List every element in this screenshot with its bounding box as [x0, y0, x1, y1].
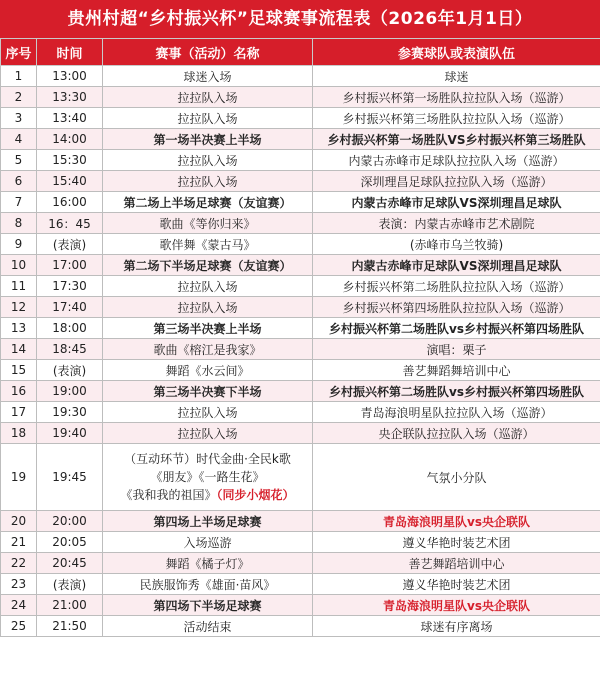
table-row	[1, 87, 600, 108]
row-seq: 15	[1, 360, 37, 381]
table-row	[1, 616, 600, 637]
row-team: 青岛海浪明星队拉拉队入场（巡游）	[313, 402, 600, 423]
row-seq: 13	[1, 318, 37, 339]
row-seq: 22	[1, 553, 37, 574]
row-team: 善艺舞蹈培训中心	[313, 553, 600, 574]
row-event: 拉拉队入场	[103, 87, 313, 108]
table-row	[1, 511, 600, 532]
row-time: (表演)	[37, 360, 103, 381]
row-time: 14:00	[37, 129, 103, 150]
row-event: 第一场半决赛上半场	[103, 129, 313, 150]
row-seq: 5	[1, 150, 37, 171]
row-time: 16:00	[37, 192, 103, 213]
row-seq: 24	[1, 595, 37, 616]
row-event: 活动结束	[103, 616, 313, 637]
table-row	[1, 150, 600, 171]
table-row	[1, 213, 600, 234]
row-seq: 1	[1, 66, 37, 87]
row-seq: 7	[1, 192, 37, 213]
row-event: 歌曲《等你归来》	[103, 213, 313, 234]
row-time: 15:40	[37, 171, 103, 192]
row-event: 拉拉队入场	[103, 297, 313, 318]
row-team: 深圳理昌足球队拉拉队入场（巡游）	[313, 171, 600, 192]
table-row	[1, 444, 600, 511]
row-team: 乡村振兴杯第二场胜队vs乡村振兴杯第四场胜队	[313, 381, 600, 402]
row-team: 乡村振兴杯第二场胜队拉拉队入场（巡游）	[313, 276, 600, 297]
row-event: 第二场下半场足球赛（友谊赛）	[103, 255, 313, 276]
table-row	[1, 297, 600, 318]
header-seq: 序号	[1, 39, 37, 66]
row-team: 内蒙古赤峰市足球队拉拉队入场（巡游）	[313, 150, 600, 171]
row-seq: 20	[1, 511, 37, 532]
row-time: 19:00	[37, 381, 103, 402]
row-event: 入场巡游	[103, 532, 313, 553]
table-row	[1, 553, 600, 574]
row-time: 17:00	[37, 255, 103, 276]
row-time: 20:00	[37, 511, 103, 532]
event-line: 《我和我的祖国》	[120, 488, 217, 502]
row-time: 19:30	[37, 402, 103, 423]
row-team: 表演：内蒙古赤峰市艺术剧院	[313, 213, 600, 234]
table-row	[1, 276, 600, 297]
row-time: 16：45	[37, 213, 103, 234]
table-row	[1, 171, 600, 192]
row-event: 球迷入场	[103, 66, 313, 87]
row-time: 20:45	[37, 553, 103, 574]
row-event: 拉拉队入场	[103, 276, 313, 297]
row-event: 歌伴舞《蒙古马》	[103, 234, 313, 255]
row-seq: 12	[1, 297, 37, 318]
row-event: 舞蹈《水云间》	[103, 360, 313, 381]
row-seq: 18	[1, 423, 37, 444]
schedule-table	[0, 38, 600, 637]
row-seq: 9	[1, 234, 37, 255]
table-row	[1, 381, 600, 402]
row-team: 青岛海浪明星队vs央企联队	[313, 595, 600, 616]
row-event: 舞蹈《橘子灯》	[103, 553, 313, 574]
table-row	[1, 129, 600, 150]
row-event: 第二场上半场足球赛（友谊赛）	[103, 192, 313, 213]
table-row	[1, 108, 600, 129]
table-row	[1, 339, 600, 360]
row-time: (表演)	[37, 574, 103, 595]
row-seq: 6	[1, 171, 37, 192]
row-team: 内蒙古赤峰市足球队VS深圳理昌足球队	[313, 255, 600, 276]
event-line: 《朋友》《一路生花》	[150, 470, 265, 484]
row-time: 20:05	[37, 532, 103, 553]
table-row	[1, 595, 600, 616]
row-time: 13:00	[37, 66, 103, 87]
row-time: 19:40	[37, 423, 103, 444]
row-event: 歌曲《榕江是我家》	[103, 339, 313, 360]
header-row	[1, 39, 600, 66]
row-event: 拉拉队入场	[103, 150, 313, 171]
row-seq: 4	[1, 129, 37, 150]
row-team: 气氛小分队	[313, 444, 600, 511]
row-team: 善艺舞蹈舞培训中心	[313, 360, 600, 381]
header-event: 赛事（活动）名称	[103, 39, 313, 66]
row-time: 13:40	[37, 108, 103, 129]
row-seq: 14	[1, 339, 37, 360]
row-team: 乡村振兴杯第四场胜队拉拉队入场（巡游）	[313, 297, 600, 318]
row-seq: 19	[1, 444, 37, 511]
row-seq: 8	[1, 213, 37, 234]
row-team: 乡村振兴杯第二场胜队vs乡村振兴杯第四场胜队	[313, 318, 600, 339]
header-team: 参赛球队或表演队伍	[313, 39, 600, 66]
row-seq: 11	[1, 276, 37, 297]
row-event: 第四场上半场足球赛	[103, 511, 313, 532]
event-line: （互动环节）时代金曲·全民k歌	[124, 452, 291, 466]
row-team: 球迷	[313, 66, 600, 87]
table-row	[1, 532, 600, 553]
table-row	[1, 402, 600, 423]
row-team: 遵义华艳时装艺术团	[313, 574, 600, 595]
row-team: 遵义华艳时装艺术团	[313, 532, 600, 553]
table-row	[1, 192, 600, 213]
row-event: 第三场半决赛上半场	[103, 318, 313, 339]
row-event: 拉拉队入场	[103, 402, 313, 423]
row-time: 19:45	[37, 444, 103, 511]
header-time: 时间	[37, 39, 103, 66]
row-seq: 17	[1, 402, 37, 423]
row-seq: 2	[1, 87, 37, 108]
row-time: 17:40	[37, 297, 103, 318]
row-seq: 3	[1, 108, 37, 129]
table-row	[1, 574, 600, 595]
table-row	[1, 360, 600, 381]
row-time: (表演)	[37, 234, 103, 255]
page-title: 贵州村超“乡村振兴杯”足球赛事流程表（2026年1月1日）	[0, 0, 600, 38]
row-event: 拉拉队入场	[103, 423, 313, 444]
row-event: 民族服饰秀《雄面·苗风》	[103, 574, 313, 595]
row-time: 18:00	[37, 318, 103, 339]
row-event: 第四场下半场足球赛	[103, 595, 313, 616]
row-seq: 21	[1, 532, 37, 553]
row-team: 乡村振兴杯第一场胜队VS乡村振兴杯第三场胜队	[313, 129, 600, 150]
table-row	[1, 423, 600, 444]
row-event: 拉拉队入场	[103, 171, 313, 192]
row-time: 21:50	[37, 616, 103, 637]
row-team: 乡村振兴杯第三场胜队拉拉队入场（巡游）	[313, 108, 600, 129]
row-event: 第三场半决赛下半场	[103, 381, 313, 402]
row-time: 13:30	[37, 87, 103, 108]
row-time: 17:30	[37, 276, 103, 297]
row-time: 21:00	[37, 595, 103, 616]
row-team: 青岛海浪明星队vs央企联队	[313, 511, 600, 532]
row-team: 乡村振兴杯第一场胜队拉拉队入场（巡游）	[313, 87, 600, 108]
table-body	[1, 66, 600, 637]
row-time: 15:30	[37, 150, 103, 171]
event-highlight: （同步小烟花）	[216, 488, 295, 502]
row-event	[103, 444, 313, 511]
row-seq: 25	[1, 616, 37, 637]
table-row	[1, 66, 600, 87]
row-team: 球迷有序离场	[313, 616, 600, 637]
row-team: 演唱：栗子	[313, 339, 600, 360]
row-event: 拉拉队入场	[103, 108, 313, 129]
row-team: (赤峰市乌兰牧骑)	[313, 234, 600, 255]
event-line-with-highlight	[105, 486, 310, 504]
row-team: 内蒙古赤峰市足球队VS深圳理昌足球队	[313, 192, 600, 213]
row-seq: 10	[1, 255, 37, 276]
table-row	[1, 318, 600, 339]
table-row	[1, 234, 600, 255]
row-time: 18:45	[37, 339, 103, 360]
row-seq: 23	[1, 574, 37, 595]
table-row	[1, 255, 600, 276]
row-team: 央企联队拉拉队入场（巡游）	[313, 423, 600, 444]
row-seq: 16	[1, 381, 37, 402]
